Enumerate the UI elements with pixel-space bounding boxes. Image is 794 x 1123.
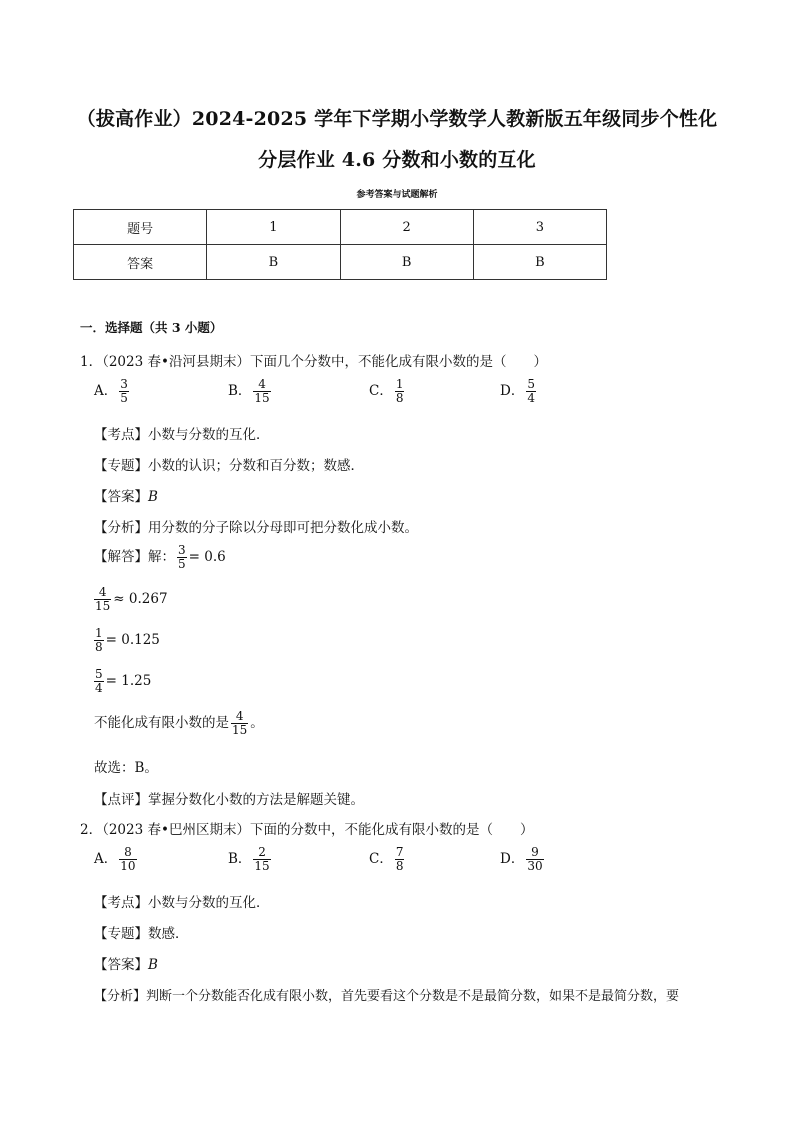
q1-stem: 1．（2023 春•沿河县期末）下面几个分数中，不能化成有限小数的是（ ） — [80, 354, 547, 370]
daan-text: B — [148, 957, 158, 973]
page-title-line2: 分层作业 4.6 分数和小数的互化 — [258, 149, 536, 171]
answer-table — [73, 209, 607, 280]
option-label: B． — [228, 383, 252, 399]
table-cell: 答案 — [74, 245, 207, 280]
numerator: 9 — [531, 845, 539, 859]
q1-zhuanti — [94, 454, 364, 474]
numerator: 3 — [178, 543, 186, 557]
numerator: 1 — [395, 377, 404, 391]
denominator: 10 — [120, 859, 136, 873]
daan-text: B — [148, 489, 158, 505]
option-label: A． — [94, 851, 118, 867]
numerator: 8 — [124, 845, 132, 859]
q1-choose: 故选：B。 — [94, 760, 158, 776]
numerator: 7 — [395, 845, 404, 859]
fraction — [395, 378, 405, 405]
numerator: 5 — [95, 667, 103, 681]
kaodian-tag: 【考点】 — [94, 427, 148, 443]
fraction — [526, 846, 543, 873]
jieda-tag: 【解答】 — [94, 549, 148, 565]
q1-step-3 — [92, 627, 160, 654]
q2-option-c — [369, 846, 406, 873]
denominator: 15 — [254, 859, 270, 873]
daan-tag: 【答案】 — [94, 489, 148, 505]
option-label: B． — [228, 851, 252, 867]
numerator: 4 — [98, 585, 107, 599]
q1-conclusion — [94, 710, 264, 737]
step-result: ≈ 0.267 — [113, 591, 168, 607]
denominator: 8 — [95, 640, 103, 654]
denominator: 4 — [527, 391, 535, 405]
fenxi-tag: 【分析】 — [94, 989, 147, 1004]
conclusion-punct: 。 — [250, 715, 264, 731]
kaodian-text: 小数与分数的互化． — [148, 427, 270, 443]
fraction — [94, 586, 111, 613]
q2-option-a — [94, 846, 139, 873]
q1-option-d — [500, 378, 538, 405]
q2-option-b — [228, 846, 273, 873]
dianping-tag: 【点评】 — [94, 792, 148, 808]
zhuanti-text: 数感． — [148, 926, 189, 942]
table-cell: 1 — [207, 210, 340, 245]
zhuanti-tag: 【专题】 — [94, 926, 148, 942]
fraction — [119, 846, 136, 873]
denominator: 15 — [254, 391, 270, 405]
numerator: 4 — [258, 377, 266, 391]
q2-fenxi — [94, 985, 679, 1004]
fraction — [526, 378, 536, 405]
fraction — [119, 378, 129, 405]
numerator: 2 — [258, 845, 266, 859]
daan-tag: 【答案】 — [94, 957, 148, 973]
step-result: = 0.125 — [105, 632, 160, 648]
table-cell: 2 — [340, 210, 473, 245]
option-label: D． — [500, 383, 525, 399]
denominator: 15 — [95, 599, 111, 613]
section-heading: 一．选择题（共 3 小题） — [80, 320, 223, 335]
q1-dianping — [94, 788, 364, 808]
zhuanti-text: 小数的认识；分数和百分数；数感． — [148, 458, 364, 474]
fraction — [253, 846, 270, 873]
table-cell: B — [473, 245, 606, 280]
q2-daan — [94, 953, 158, 973]
q1-daan — [94, 485, 158, 505]
q1-step-2 — [92, 586, 168, 613]
kaodian-tag: 【考点】 — [94, 895, 148, 911]
option-label: A． — [94, 383, 118, 399]
q1-fenxi — [94, 516, 418, 536]
dianping-text: 掌握分数化小数的方法是解题关键。 — [148, 792, 364, 808]
option-label: C． — [369, 383, 393, 399]
fenxi-tag: 【分析】 — [94, 520, 148, 536]
step-result: = 1.25 — [105, 673, 152, 689]
jieda-prefix: 解： — [148, 549, 175, 565]
fraction — [253, 378, 270, 405]
fenxi-text: 判断一个分数能否化成有限小数，首先要看这个分数是不是最简分数，如果不是最简分数，要 — [146, 989, 680, 1004]
answer-table-header-row — [74, 210, 607, 245]
step-result: = 0.6 — [188, 549, 226, 565]
q1-jieda — [94, 544, 226, 571]
denominator: 15 — [232, 723, 248, 737]
fraction — [395, 846, 405, 873]
fraction — [94, 668, 104, 695]
conclusion-text: 不能化成有限小数的是 — [94, 715, 229, 731]
q1-option-a — [94, 378, 131, 405]
q1-step-4 — [92, 668, 151, 695]
table-cell: B — [340, 245, 473, 280]
table-cell: B — [207, 245, 340, 280]
numerator: 3 — [120, 377, 128, 391]
numerator: 5 — [527, 377, 535, 391]
fraction — [231, 710, 248, 737]
q2-option-d — [500, 846, 546, 873]
denominator: 30 — [527, 859, 543, 873]
denominator: 5 — [178, 557, 186, 571]
denominator: 8 — [395, 391, 404, 405]
q1-kaodian — [94, 423, 270, 443]
denominator: 4 — [95, 681, 103, 695]
q2-stem: 2．（2023 春•巴州区期末）下面的分数中，不能化成有限小数的是（ ） — [80, 822, 534, 838]
answer-table-row — [74, 245, 607, 280]
numerator: 4 — [235, 709, 244, 723]
kaodian-text: 小数与分数的互化． — [148, 895, 270, 911]
option-label: C． — [369, 851, 393, 867]
option-label: D． — [500, 851, 525, 867]
q2-kaodian — [94, 891, 270, 911]
fraction — [177, 544, 187, 571]
page-subtitle: 参考答案与试题解析 — [356, 190, 438, 200]
q1-option-c — [369, 378, 406, 405]
zhuanti-tag: 【专题】 — [94, 458, 148, 474]
q1-option-b — [228, 378, 273, 405]
table-cell: 3 — [473, 210, 606, 245]
denominator: 8 — [395, 859, 404, 873]
fenxi-text: 用分数的分子除以分母即可把分数化成小数。 — [148, 520, 418, 536]
q2-zhuanti — [94, 922, 189, 942]
table-cell: 题号 — [74, 210, 207, 245]
fraction — [94, 627, 104, 654]
numerator: 1 — [95, 626, 103, 640]
page-title-line1: （拔高作业）2024-2025 学年下学期小学数学人教新版五年级同步个性化 — [76, 108, 718, 130]
denominator: 5 — [120, 391, 128, 405]
